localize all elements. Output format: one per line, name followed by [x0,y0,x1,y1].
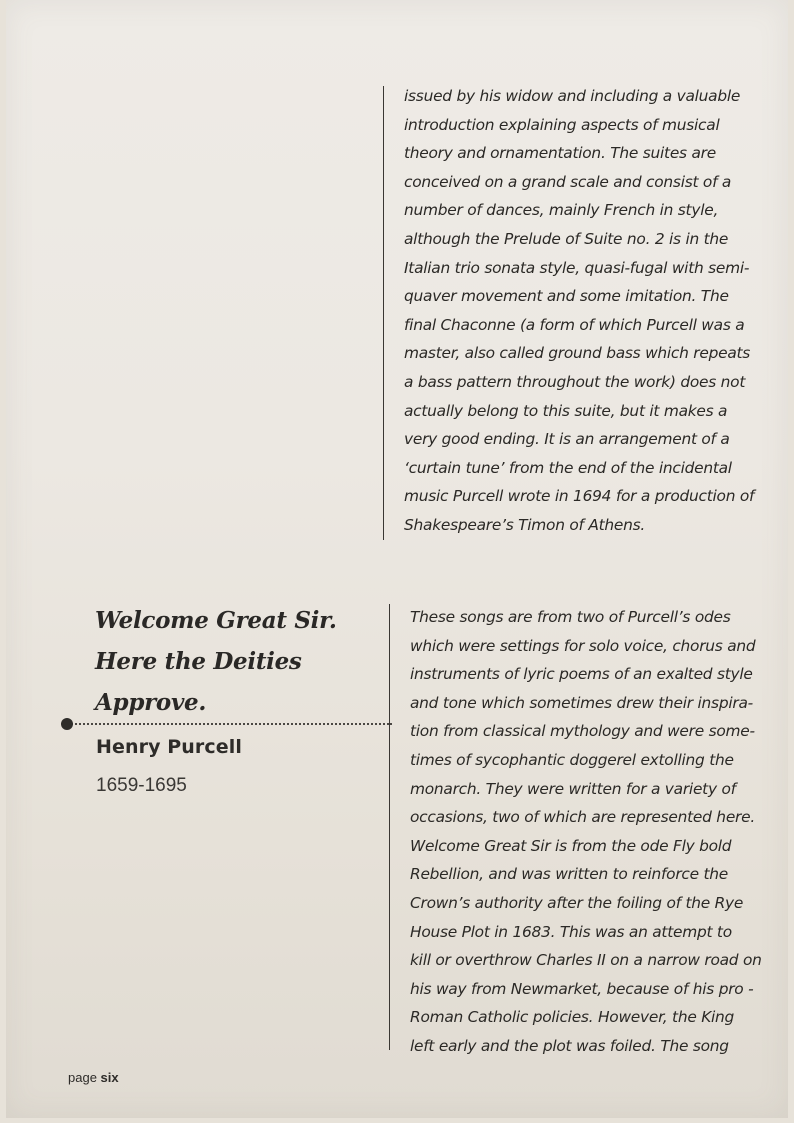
divider-bullet [61,718,73,730]
column-rule-top [383,86,384,540]
text-line: a bass pattern throughout the work) does not [404,372,746,391]
text-line: kill or overthrow Charles II on a narrow road on [410,951,762,970]
text-line: times of sycophantic doggerel extolling the [410,750,734,769]
text-line: Crown’s authority after the foiling of the Rye [410,893,744,912]
piece-title-line: Welcome Great Sir. [95,607,337,634]
text-line: master, also called ground bass which repeats [404,344,751,363]
composer-name: Henry Purcell [96,736,242,758]
text-line: left early and the plot was foiled. The song [410,1036,729,1055]
page-number [68,1070,119,1085]
column-rule-bottom [389,604,390,1050]
text-line: although the Prelude of Suite no. 2 is in the [404,229,729,248]
page-number-word: six [100,1070,119,1085]
text-line: and tone which sometimes drew their inspira- [410,693,753,712]
text-line: conceived on a grand scale and consist of a [404,172,732,191]
text-line: Rebellion, and was written to reinforce the [410,865,728,884]
text-line: his way from Newmarket, because of his pro - [410,979,754,998]
text-line: actually belong to this suite, but it makes a [404,401,728,420]
text-line: final Chaconne (a form of which Purcell was a [404,315,745,334]
text-line: instruments of lyric poems of an exalted style [410,665,753,684]
text-line: introduction explaining aspects of musical [404,115,720,134]
piece-title [95,600,337,723]
text-line: Shakespeare’s Timon of Athens. [404,515,646,534]
text-line: ‘curtain tune’ from the end of the incidental [404,458,732,477]
text-line: Welcome Great Sir is from the ode Fly bold [410,836,732,855]
text-line: occasions, two of which are represented here. [410,808,755,827]
text-line: quaver movement and some imitation. The [404,287,729,306]
text-line: issued by his widow and including a valuable [404,87,741,105]
text-line: Roman Catholic policies. However, the King [410,1008,735,1027]
text-line: which were settings for solo voice, chorus and [410,636,756,655]
odes-text-column [410,603,762,1061]
text-line: These songs are from two of Purcell’s odes [410,608,731,626]
text-line: music Purcell wrote in 1694 for a production of [404,487,755,506]
text-line: tion from classical mythology and were some- [410,722,755,741]
piece-title-line: Approve. [95,689,207,716]
text-line: monarch. They were written for a variety of [410,779,736,798]
piece-title-line: Here the Deities [95,648,302,675]
intro-text-column [404,82,754,540]
text-line: theory and ornamentation. The suites are [404,144,716,163]
text-line: Italian trio sonata style, quasi-fugal with semi- [404,258,750,277]
text-line: number of dances, mainly French in style, [404,201,719,220]
page [6,0,788,1118]
text-line: House Plot in 1683. This was an attempt to [410,922,732,941]
text-line: very good ending. It is an arrangement of a [404,430,730,449]
page-number-prefix: page [68,1070,97,1085]
dotted-divider [68,723,392,725]
composer-dates: 1659-1695 [96,775,187,796]
